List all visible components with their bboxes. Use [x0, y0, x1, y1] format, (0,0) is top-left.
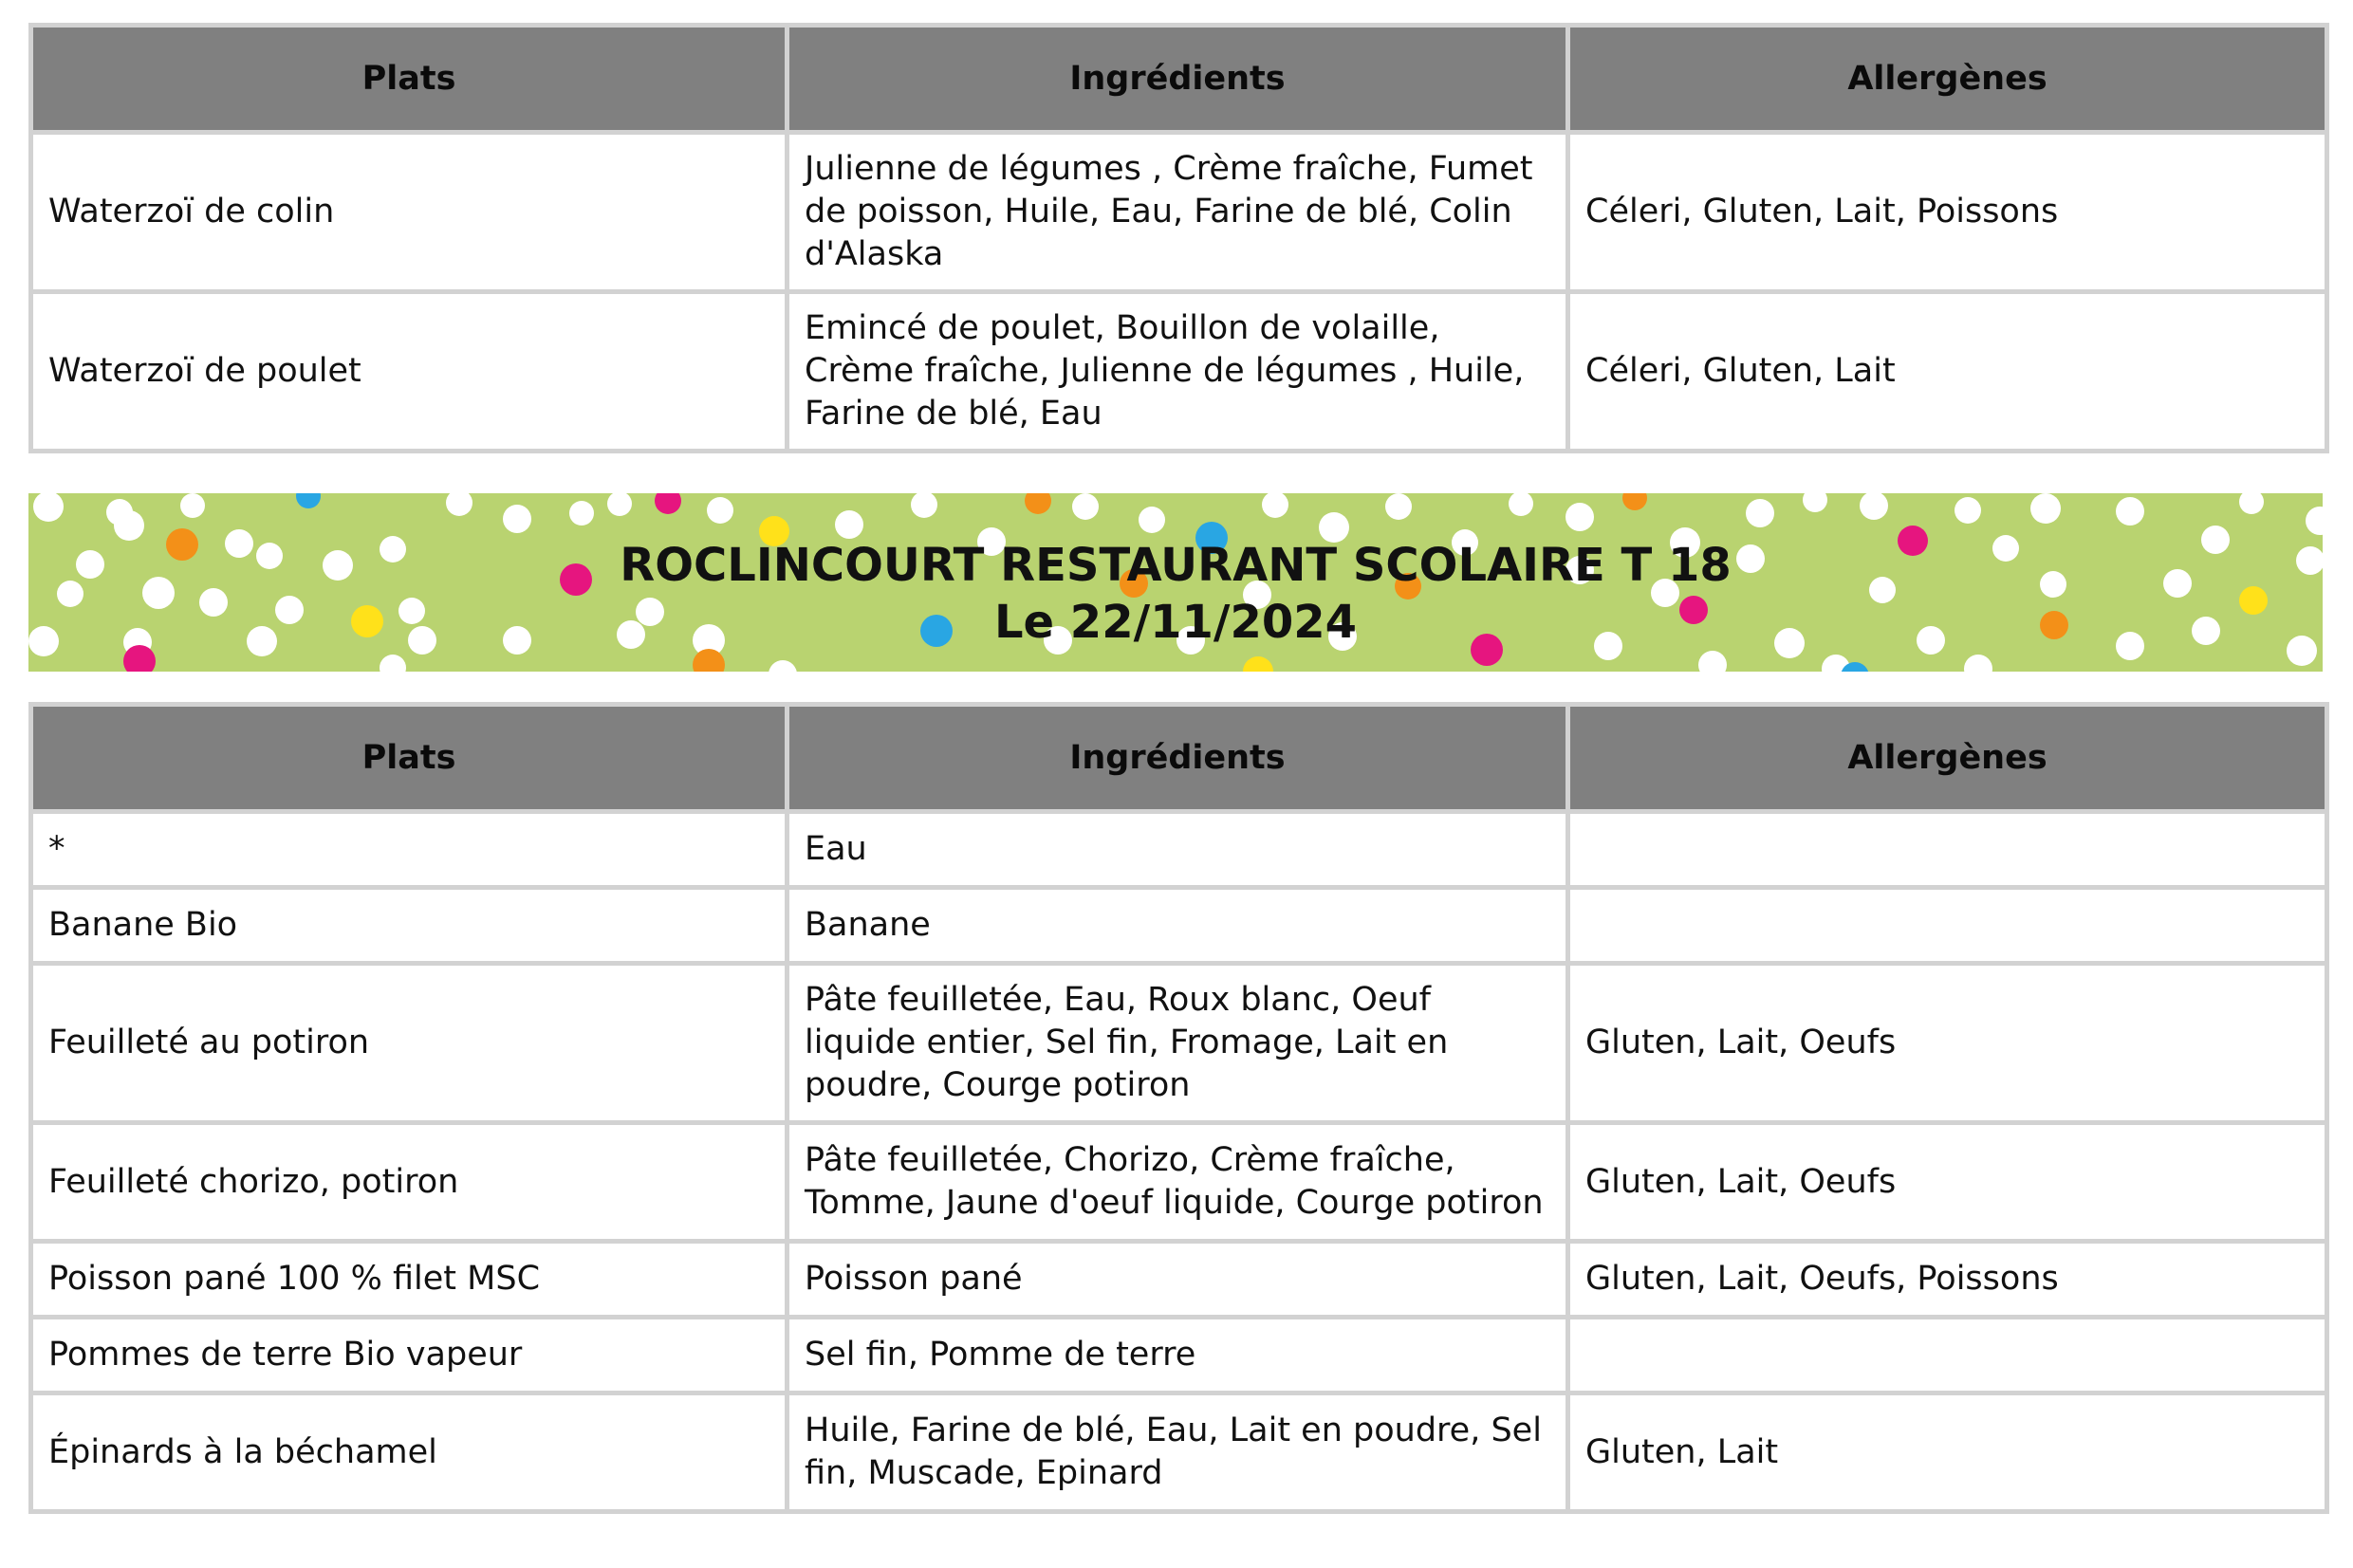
polka-dot [180, 493, 205, 518]
cell-ingredients: Julienne de légumes , Crème fraîche, Fumet de poisson, Huile, Eau, Farine de blé, Colin d'Alaska [787, 133, 1568, 292]
header-plats: Plats [31, 26, 787, 133]
polka-dot [33, 493, 64, 522]
polka-dot [1566, 503, 1594, 531]
cell-allergenes [1568, 888, 2327, 964]
header-ingredients: Ingrédients [787, 26, 1568, 133]
polka-dot [1964, 655, 1992, 672]
table-row [31, 1123, 2327, 1242]
polka-dot [707, 497, 733, 524]
cell-plat: Feuilleté au potiron [31, 964, 787, 1123]
polka-dot [1139, 507, 1165, 533]
polka-dot [446, 493, 472, 516]
restaurant-name: ROCLINCOURT RESTAURANT SCOLAIRE T 18 [620, 539, 1732, 592]
cell-allergenes: Gluten, Lait, Oeufs [1568, 964, 2327, 1123]
header-ingredients: Ingrédients [787, 705, 1568, 812]
table-row [31, 812, 2327, 888]
cell-allergenes: Céleri, Gluten, Lait, Poissons [1568, 133, 2327, 292]
polka-dot [655, 493, 681, 514]
polka-dot [1955, 497, 1981, 524]
polka-dot [503, 505, 531, 533]
menu-date: Le 22/11/2024 [993, 596, 1358, 649]
polka-dot [1803, 493, 1827, 512]
table-row [31, 1318, 2327, 1393]
cell-plat: Épinards à la béchamel [31, 1393, 787, 1512]
polka-dot [835, 510, 863, 539]
polka-dot [1025, 493, 1051, 514]
cell-allergenes [1568, 1318, 2327, 1393]
banner-title [28, 537, 2323, 651]
header-plats: Plats [31, 705, 787, 812]
cell-allergenes: Céleri, Gluten, Lait [1568, 292, 2327, 452]
polka-dot [1072, 493, 1099, 520]
cell-ingredients: Banane [787, 888, 1568, 964]
polka-dot [1243, 656, 1273, 672]
cell-plat: Waterzoï de colin [31, 133, 787, 292]
polka-dot [569, 501, 594, 526]
cell-plat: Banane Bio [31, 888, 787, 964]
polka-dot [1385, 493, 1412, 520]
header-allergenes: Allergènes [1568, 26, 2327, 133]
polka-dot [1860, 493, 1888, 520]
cell-plat: * [31, 812, 787, 888]
menu-table-bottom [28, 702, 2329, 1514]
table-header-row [31, 26, 2327, 133]
menu-table-top [28, 23, 2329, 453]
cell-ingredients: Eau [787, 812, 1568, 888]
cell-allergenes: Gluten, Lait, Oeufs, Poissons [1568, 1242, 2327, 1318]
polka-dot [1262, 493, 1288, 518]
polka-dot [2116, 497, 2144, 526]
cell-plat: Pommes de terre Bio vapeur [31, 1318, 787, 1393]
table-row [31, 964, 2327, 1123]
polka-dot [2030, 493, 2061, 524]
polka-dot [2306, 507, 2323, 535]
cell-plat: Waterzoï de poulet [31, 292, 787, 452]
polka-dot [769, 660, 797, 672]
cell-ingredients: Pâte feuilletée, Chorizo, Crème fraîche, Tomme, Jaune d'oeuf liquide, Courge potiron [787, 1123, 1568, 1242]
cell-allergenes [1568, 812, 2327, 888]
cell-ingredients: Poisson pané [787, 1242, 1568, 1318]
cell-ingredients: Huile, Farine de blé, Eau, Lait en poudre, Sel fin, Muscade, Epinard [787, 1393, 1568, 1512]
cell-plat: Feuilleté chorizo, potiron [31, 1123, 787, 1242]
table-row [31, 133, 2327, 292]
header-allergenes: Allergènes [1568, 705, 2327, 812]
table-row [31, 1242, 2327, 1318]
table-row [31, 1393, 2327, 1512]
polka-dot [380, 655, 406, 672]
polka-dot [1509, 493, 1533, 516]
cell-allergenes: Gluten, Lait, Oeufs [1568, 1123, 2327, 1242]
polka-dot [693, 649, 725, 672]
table-header-row [31, 705, 2327, 812]
polka-dot [1622, 493, 1647, 510]
cell-ingredients: Pâte feuilletée, Eau, Roux blanc, Oeuf liquide entier, Sel fin, Fromage, Lait en poudre, Courge potiron [787, 964, 1568, 1123]
table-row [31, 888, 2327, 964]
table-row [31, 292, 2327, 452]
polka-dot [1698, 651, 1727, 672]
restaurant-banner [28, 493, 2323, 672]
cell-plat: Poisson pané 100 % filet MSC [31, 1242, 787, 1318]
polka-dot [607, 493, 632, 516]
cell-ingredients: Sel fin, Pomme de terre [787, 1318, 1568, 1393]
polka-dot [1746, 499, 1774, 527]
polka-dot [911, 493, 937, 518]
cell-ingredients: Emincé de poulet, Bouillon de volaille, Crème fraîche, Julienne de légumes , Huile, Farine de blé, Eau [787, 292, 1568, 452]
cell-allergenes: Gluten, Lait [1568, 1393, 2327, 1512]
polka-dot [2239, 493, 2264, 514]
polka-dot [296, 493, 321, 508]
